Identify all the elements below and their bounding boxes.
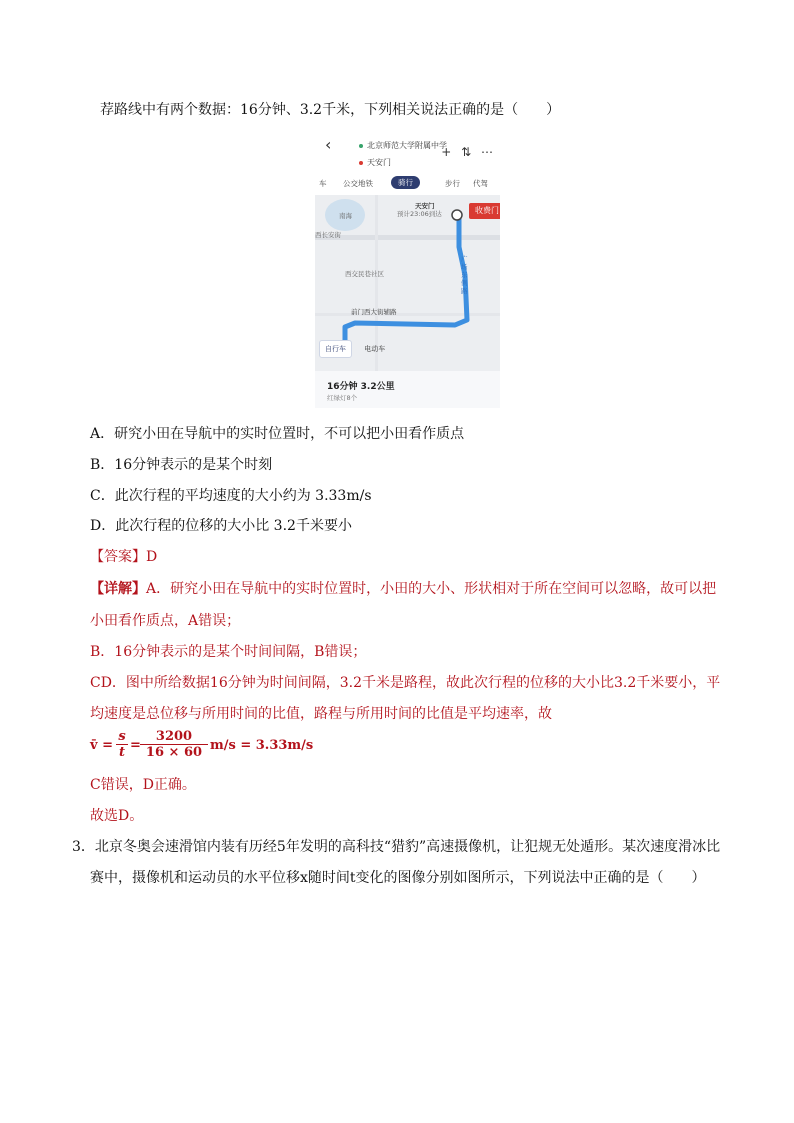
question-3-line-1: 3．北京冬奥会速滑馆内装有历经5年发明的高科技“猎豹”高速摄像机，让犯规无处遁形。某次速度滑冰比: [72, 839, 721, 855]
cross-road: [315, 313, 500, 316]
origin-dot-icon: [359, 144, 363, 148]
tab-driver[interactable]: 代驾: [473, 179, 488, 188]
traffic-lights-count: 红绿灯8个: [327, 394, 358, 402]
formula-equals: =: [130, 738, 141, 753]
formula-lhs: v̄ =: [90, 738, 113, 753]
ebike-chip[interactable]: 电动车: [364, 345, 386, 353]
poi-qianmen-road: 前门西大街辅路: [351, 308, 397, 316]
vehicle-chips: [319, 340, 395, 358]
poi-tiananmen: 天安门: [415, 202, 435, 210]
option-b: B．16分钟表示的是某个时刻: [90, 457, 273, 473]
destination-marker-icon: [452, 210, 462, 220]
back-icon[interactable]: ‹: [325, 135, 332, 154]
tab-cycling[interactable]: 骑行: [391, 176, 420, 189]
route-summary: 16分钟 3.2公里: [327, 382, 395, 392]
poi-square-east-road: 广场东侧路: [461, 255, 468, 295]
formula-fraction-values: $\frac{3200}{16 \times 60}$: [140, 730, 208, 760]
option-d: D．此次行程的位移的大小比 3.2千米要小: [90, 518, 352, 534]
navigation-map-screenshot: [315, 133, 500, 408]
tab-car[interactable]: 车: [319, 179, 327, 188]
formula-fraction-s-over-t: $\frac{s}{t}$: [116, 730, 128, 760]
avenue-road: [315, 235, 500, 240]
detail-label: 【详解】: [90, 581, 146, 597]
route-summary-panel[interactable]: [315, 371, 500, 408]
travel-mode-tabs: [315, 175, 500, 191]
option-a: A．研究小田在导航中的实时位置时，不可以把小田看作质点: [90, 426, 465, 442]
answer: 【答案】D: [90, 549, 158, 565]
poi-eta: 预计23:06到达: [397, 210, 442, 218]
detail-line-1: 【详解】A．研究小田在导航中的实时位置时，小田的大小、形状相对于所在空间可以忽略，故可以把: [90, 581, 717, 597]
question-3-number: 3．: [72, 839, 95, 855]
origin-address: 北京师范大学附属中学: [359, 140, 447, 151]
poi-nanhai: 南海: [339, 212, 352, 220]
detail-line-4: CD．图中所给数据16分钟为时间间隔，3.2千米是路程，故此次行程的位移的大小比3.2千米要小，平: [90, 675, 721, 691]
detail-choice: 故选D。: [90, 808, 144, 824]
tab-walking[interactable]: 步行: [445, 179, 460, 188]
detail-conclusion: C错误，D正确。: [90, 777, 196, 793]
detail-line-5: 均速度是总位移与所用时间的比值，路程与所用时间的比值是平均速率，故: [90, 706, 552, 722]
question-stem: 荐路线中有两个数据：16分钟、3.2千米，下列相关说法正确的是（ ）: [100, 102, 561, 118]
formula-rhs: m/s = 3.33m/s: [210, 738, 314, 753]
question-3-line-2: 赛中，摄像机和运动员的水平位移x随时间t变化的图像分别如图所示，下列说法中正确的是（ ）: [90, 870, 706, 886]
option-c: C．此次行程的平均速度的大小约为 3.33m/s: [90, 488, 372, 504]
map-tools-icon[interactable]: + ⇅ ⋯: [441, 145, 496, 159]
toll-gate-button[interactable]: 收费门: [469, 203, 500, 219]
detail-line-3: B．16分钟表示的是某个时间间隔，B错误；: [90, 644, 367, 660]
poi-xijiaominxiang: 西交民巷社区: [345, 270, 384, 278]
detail-line-2: 小田看作质点，A错误；: [90, 613, 241, 629]
destination-dot-icon: [359, 161, 363, 165]
bicycle-chip[interactable]: 自行车: [319, 340, 352, 358]
destination-address: 天安门: [359, 157, 391, 168]
map-area[interactable]: [315, 195, 500, 371]
tab-transit[interactable]: 公交地铁: [343, 179, 373, 188]
poi-west-changan: 西长安街: [315, 231, 341, 239]
